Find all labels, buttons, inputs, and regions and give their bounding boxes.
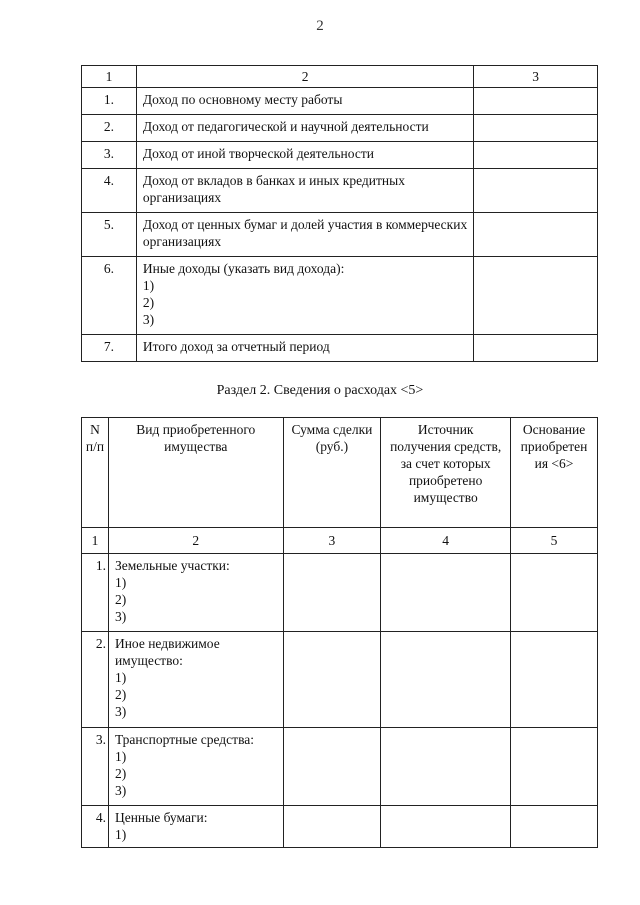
- row-label-cell: [108, 806, 283, 848]
- header-cell: Сумма сделки (руб.): [283, 418, 381, 528]
- table-row: [82, 88, 598, 115]
- table-row: [82, 213, 598, 257]
- header-cell: 2: [136, 66, 473, 88]
- table-row: [82, 169, 598, 213]
- row-label: Иные доходы (указать вид дохода):: [142, 261, 345, 276]
- column-number: 3: [283, 528, 381, 554]
- row-label-cell: [108, 554, 283, 632]
- header-cell: Вид приобретенного имущества: [108, 418, 283, 528]
- row-label: Доход от педагогической и научной деятельности: [136, 115, 473, 142]
- section-title: Раздел 2. Сведения о расходах <5>: [216, 383, 424, 398]
- value-cell: [511, 632, 598, 728]
- row-number: 4.: [82, 169, 137, 213]
- header-cell: Основание приобретен ия <6>: [511, 418, 598, 528]
- column-number: 1: [82, 528, 109, 554]
- value-cell: [511, 554, 598, 632]
- sub-item: 1): [114, 749, 127, 764]
- page-number: 2: [316, 18, 324, 34]
- row-label: Иное недвижимое имущество:: [114, 636, 220, 668]
- row-label-cell: [108, 728, 283, 806]
- row-label: Транспортные средства:: [114, 732, 255, 747]
- row-label: Доход от вкладов в банках и иных кредитных организациях: [136, 169, 473, 213]
- column-number: 4: [381, 528, 511, 554]
- value-cell: [381, 554, 511, 632]
- header-cell: 1: [82, 66, 137, 88]
- table-row: [82, 335, 598, 362]
- row-label-cell: [108, 632, 283, 728]
- row-number: 3.: [82, 728, 109, 806]
- expense-table: [81, 417, 598, 848]
- value-cell: [474, 257, 598, 335]
- value-cell: [474, 169, 598, 213]
- row-label-cell: [136, 257, 473, 335]
- header-cell: N п/п: [82, 418, 109, 528]
- table-header-row: [82, 418, 598, 528]
- sub-item: 3): [114, 704, 127, 719]
- sub-item: 2): [114, 687, 127, 702]
- table-row: [82, 806, 598, 848]
- value-cell: [474, 115, 598, 142]
- table-row: [82, 115, 598, 142]
- value-cell: [511, 728, 598, 806]
- row-number: 5.: [82, 213, 137, 257]
- column-number: 5: [511, 528, 598, 554]
- value-cell: [474, 335, 598, 362]
- value-cell: [381, 806, 511, 848]
- sub-item: 3): [114, 609, 127, 624]
- table-row: [82, 257, 598, 335]
- value-cell: [283, 632, 381, 728]
- row-label: Ценные бумаги:: [114, 810, 208, 825]
- header-cell: 3: [474, 66, 598, 88]
- table-row: [82, 554, 598, 632]
- value-cell: [381, 632, 511, 728]
- sub-item: 1): [114, 827, 127, 842]
- sub-item: 3): [142, 312, 155, 327]
- row-number: 7.: [82, 335, 137, 362]
- value-cell: [283, 806, 381, 848]
- sub-item: 1): [114, 575, 127, 590]
- value-cell: [474, 88, 598, 115]
- row-number: 6.: [82, 257, 137, 335]
- value-cell: [511, 806, 598, 848]
- row-number: 3.: [82, 142, 137, 169]
- sub-item: 1): [142, 278, 155, 293]
- value-cell: [283, 554, 381, 632]
- row-number: 2.: [82, 632, 109, 728]
- table-row: [82, 142, 598, 169]
- sub-item: 3): [114, 783, 127, 798]
- header-cell: Источник получения средств, за счет которых приобретено имущество: [381, 418, 511, 528]
- row-label: Земельные участки:: [114, 558, 230, 573]
- row-number: 1.: [82, 554, 109, 632]
- column-number: 2: [108, 528, 283, 554]
- row-number: 1.: [82, 88, 137, 115]
- value-cell: [474, 142, 598, 169]
- table-header-row: [82, 66, 598, 88]
- sub-item: 2): [114, 592, 127, 607]
- value-cell: [474, 213, 598, 257]
- table-row: [82, 632, 598, 728]
- sub-item: 2): [114, 766, 127, 781]
- income-table: [81, 65, 598, 362]
- row-label: Доход по основному месту работы: [136, 88, 473, 115]
- row-label: Доход от ценных бумаг и долей участия в коммерческих организациях: [136, 213, 473, 257]
- row-number: 2.: [82, 115, 137, 142]
- row-number: 4.: [82, 806, 109, 848]
- table-row: [82, 728, 598, 806]
- sub-item: 2): [142, 295, 155, 310]
- value-cell: [381, 728, 511, 806]
- value-cell: [283, 728, 381, 806]
- column-number-row: [82, 528, 598, 554]
- row-label: Доход от иной творческой деятельности: [136, 142, 473, 169]
- row-label: Итого доход за отчетный период: [136, 335, 473, 362]
- sub-item: 1): [114, 670, 127, 685]
